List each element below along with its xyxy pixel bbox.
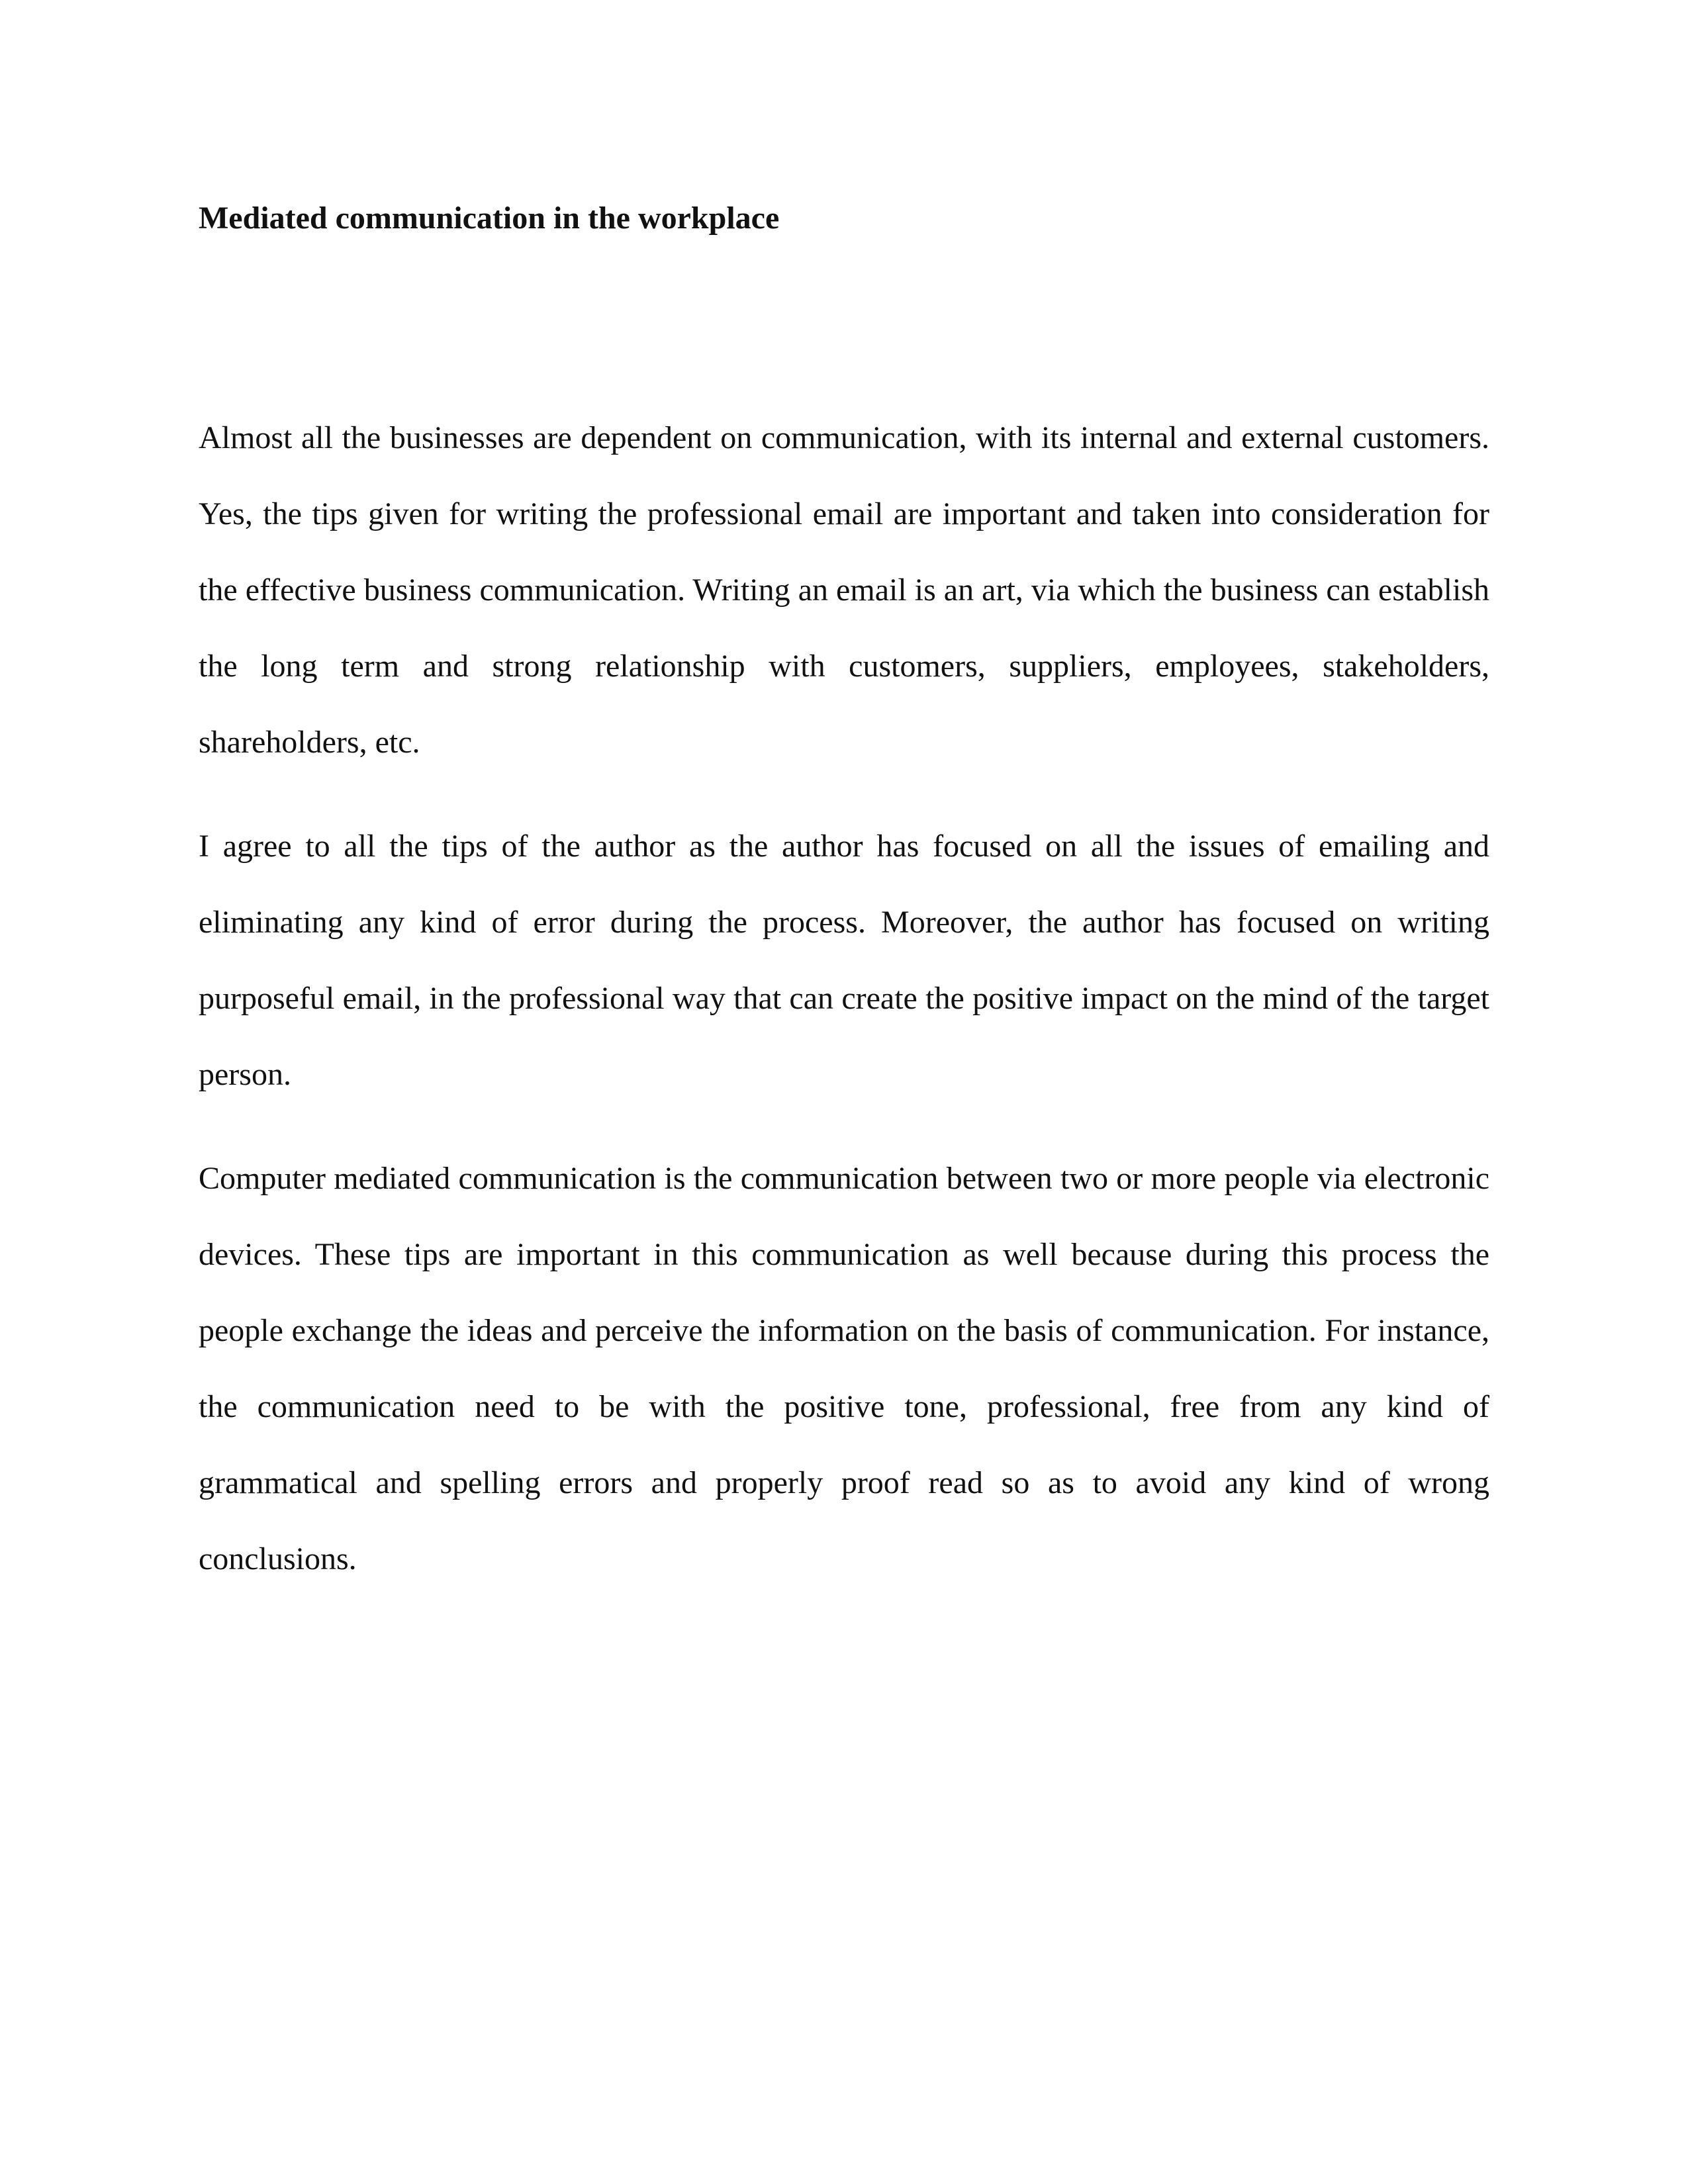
paragraph-1: Almost all the businesses are dependent on communication, with its internal and external customers. Yes, the tips given for writing the professional email are important and taken into consideration for the effective business communication. Writing an email is an art, via which the business can establish the long term and strong relationship with customers, suppliers, employees, stakeholders, shareholders, etc. xyxy=(199,420,1489,760)
document-body xyxy=(199,400,1489,1625)
paragraph-2: I agree to all the tips of the author as the author has focused on all the issues of emailing and eliminating any kind of error during the process. Moreover, the author has focused on writing purposeful email, in the professional way that can create the positive impact on the mind of the target person. xyxy=(199,829,1489,1092)
paragraph-3: Computer mediated communication is the communication between two or more people via electronic devices. These tips are important in this communication as well because during this process the people exchange the ideas and perceive the information on the basis of communication. For instance, the communication need to be with the positive tone, professional, free from any kind of grammatical and spelling errors and properly proof read so as to avoid any kind of wrong conclusions. xyxy=(199,1161,1489,1576)
document-title: Mediated communication in the workplace xyxy=(199,201,780,236)
